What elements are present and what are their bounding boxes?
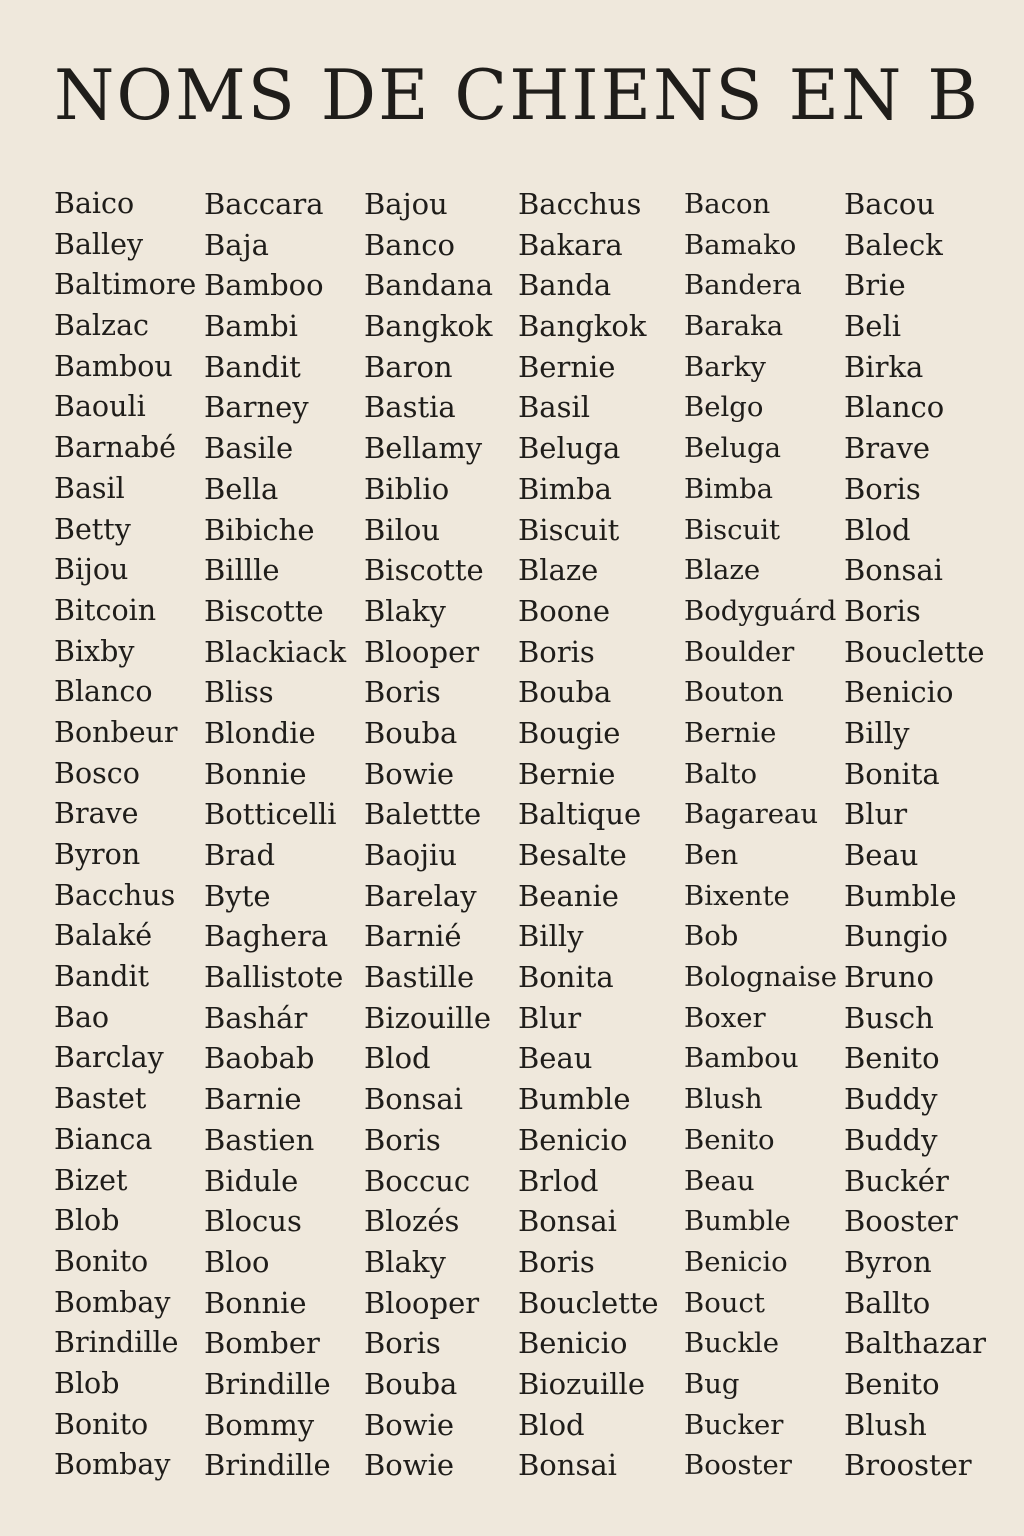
dog-name: Buckle: [684, 1327, 780, 1360]
dog-name: Bonita: [518, 960, 614, 995]
dog-name: Blaze: [684, 554, 761, 587]
dog-name: Bonito: [54, 1244, 149, 1278]
dog-name: Brave: [54, 797, 139, 831]
dog-name: Bloo: [204, 1244, 270, 1279]
dog-name: Baojiu: [364, 838, 458, 872]
dog-name: Besalte: [518, 838, 627, 872]
dog-name: Benicio: [518, 1122, 628, 1157]
dog-name: Birka: [844, 349, 924, 384]
dog-name: Biscuit: [518, 512, 620, 547]
dog-name: Bibiche: [204, 512, 315, 547]
dog-name: Barnie: [204, 1082, 302, 1117]
dog-name: Bacchus: [518, 187, 642, 221]
dog-name: Bijou: [54, 553, 129, 587]
dog-name: Boone: [518, 593, 611, 628]
dog-name: Bangkok: [518, 309, 647, 344]
dog-name: Bernie: [684, 716, 777, 749]
dog-name: Blaze: [518, 553, 599, 588]
dog-name: Benito: [844, 1366, 940, 1401]
dog-name: Basile: [204, 431, 294, 466]
dog-name: Bimba: [684, 472, 774, 505]
dog-name: Bouba: [364, 1366, 458, 1401]
dog-name: Barclay: [54, 1041, 164, 1075]
dog-name: Bizet: [54, 1163, 128, 1197]
dog-name: Betty: [54, 512, 131, 546]
dog-name: Brlod: [518, 1163, 599, 1198]
dog-name: Beau: [844, 838, 919, 872]
dog-name: Blod: [364, 1041, 431, 1076]
dog-name: Bandit: [54, 960, 150, 994]
name-column-2: [204, 184, 346, 1486]
dog-name: Bonnie: [204, 1285, 307, 1320]
dog-name: Barelay: [364, 878, 477, 913]
dog-name: Baleck: [844, 227, 943, 262]
dog-name: Balthazar: [844, 1326, 986, 1361]
dog-name: Bonsai: [844, 553, 943, 588]
dog-name: Blanco: [54, 675, 153, 709]
dog-name: Blur: [518, 1000, 582, 1035]
dog-name: Bombay: [54, 1285, 171, 1319]
dog-name: Benicio: [518, 1326, 628, 1361]
dog-name: Baltimore: [54, 268, 197, 302]
dog-name: Basil: [54, 471, 125, 505]
dog-name: Botticelli: [204, 797, 337, 832]
dog-name: Bumble: [684, 1205, 791, 1238]
dog-name: Biozuille: [518, 1366, 645, 1401]
dog-name: Biscuit: [684, 513, 781, 546]
dog-name: Boulder: [684, 635, 795, 668]
dog-name: Blod: [518, 1407, 585, 1442]
dog-name: Blocus: [204, 1204, 302, 1239]
dog-name: Byron: [54, 838, 141, 871]
dog-name: Bella: [204, 471, 279, 506]
dog-name: Bonito: [54, 1407, 149, 1441]
dog-name: Bonita: [844, 756, 940, 791]
dog-name: Bakara: [518, 227, 623, 262]
dog-name: Bernie: [518, 756, 616, 791]
name-column-4: [518, 184, 659, 1486]
dog-name: Blaky: [364, 1244, 446, 1279]
dog-name: Bouclette: [518, 1285, 659, 1320]
dog-name: Banda: [518, 268, 612, 303]
dog-name: Bambou: [684, 1042, 799, 1075]
dog-name: Bonsai: [518, 1448, 617, 1483]
dog-name: Beluga: [684, 432, 781, 465]
dog-name: Bimba: [518, 471, 612, 506]
dog-name: Bombay: [54, 1448, 171, 1482]
dog-name: Buddy: [844, 1122, 938, 1157]
dog-name: Bandit: [204, 349, 301, 384]
dog-name: Bambi: [204, 309, 298, 344]
dog-name: Bajou: [364, 187, 448, 221]
dog-name: Brie: [844, 268, 906, 303]
dog-name: Bidule: [204, 1163, 299, 1198]
dog-name: Beanie: [518, 878, 619, 913]
dog-name: Bacchus: [54, 878, 176, 912]
dog-name: Buckér: [844, 1163, 949, 1198]
dog-name: Billy: [518, 919, 584, 954]
dog-name: Bonsai: [518, 1204, 617, 1239]
dog-name: Bitcoin: [54, 593, 157, 627]
dog-name: Beli: [844, 309, 902, 344]
dog-name: Bagareau: [684, 798, 819, 831]
dog-name: Bomber: [204, 1326, 320, 1361]
dog-name: Bilou: [364, 512, 440, 547]
dog-name: Baccara: [204, 187, 324, 221]
dog-name: Biscotte: [364, 553, 484, 588]
dog-name: Boxer: [684, 1001, 766, 1034]
dog-name: Brooster: [844, 1448, 972, 1483]
dog-name: Barney: [204, 390, 309, 425]
dog-name: Ben: [684, 839, 739, 871]
dog-name: Brad: [204, 838, 276, 872]
dog-name: Ballistote: [204, 960, 344, 995]
name-column-5: [684, 184, 837, 1486]
dog-name: Bandera: [684, 269, 802, 302]
dog-name: Balley: [54, 227, 144, 261]
dog-name: Basil: [518, 390, 591, 425]
dog-name: Bastille: [364, 960, 475, 995]
dog-name: Bug: [684, 1367, 740, 1400]
dog-name: Bixente: [684, 879, 790, 912]
dog-name: Belgo: [684, 391, 764, 424]
dog-name: Bianca: [54, 1122, 153, 1156]
dog-name: Blob: [54, 1204, 120, 1238]
dog-name: Biblio: [364, 471, 450, 506]
dog-name: Bambou: [54, 349, 173, 383]
dog-name: Bandana: [364, 268, 494, 303]
dog-name: Bouct: [684, 1286, 765, 1319]
dog-name: Bosco: [54, 756, 140, 790]
dog-name: Bowie: [364, 756, 455, 791]
dog-name: Billy: [844, 715, 910, 750]
dog-name: Baobab: [204, 1041, 315, 1076]
dog-name: Bastia: [364, 390, 456, 425]
dog-name: Barnié: [364, 919, 462, 954]
dog-name: Bacou: [844, 187, 935, 221]
dog-name: Boris: [364, 1326, 441, 1361]
dog-name: Bolognaise: [684, 961, 838, 994]
dog-name: Busch: [844, 1000, 934, 1035]
dog-name: Byte: [204, 878, 271, 913]
dog-name: Boris: [518, 1244, 595, 1279]
dog-name: Biscotte: [204, 593, 324, 628]
dog-name: Baraka: [684, 310, 784, 343]
dog-name: Bernie: [518, 349, 616, 384]
dog-name: Bangkok: [364, 309, 493, 344]
dog-name: Benito: [844, 1041, 940, 1076]
dog-name: Blob: [54, 1366, 120, 1400]
dog-name: Booster: [684, 1449, 792, 1482]
dog-name: Bob: [684, 920, 739, 953]
dog-name: Ballto: [844, 1285, 931, 1320]
dog-name: Bellamy: [364, 431, 483, 466]
dog-name: Bao: [54, 1000, 110, 1034]
dog-name: Bucker: [684, 1408, 784, 1441]
dog-name: Bougie: [518, 715, 621, 750]
dog-name: Boris: [518, 634, 595, 669]
dog-name: Beau: [684, 1164, 755, 1197]
dog-name: Bizouille: [364, 1000, 491, 1035]
dog-name: Bowie: [364, 1407, 455, 1442]
dog-name: Billle: [204, 553, 280, 588]
dog-name: Blanco: [844, 390, 945, 425]
dog-name: Bruno: [844, 960, 934, 995]
dog-name: Bliss: [204, 675, 274, 710]
dog-name: Bacon: [684, 188, 771, 220]
dog-name: Blackiack: [204, 634, 347, 669]
dog-name: Bungio: [844, 919, 948, 954]
dog-name: Bumble: [844, 878, 957, 913]
dog-name: Brindille: [204, 1448, 331, 1483]
dog-name: Brave: [844, 431, 931, 466]
dog-name: Baouli: [54, 390, 146, 424]
dog-name: Baron: [364, 349, 453, 384]
dog-name: Blod: [844, 512, 911, 547]
dog-name: Boris: [364, 1122, 441, 1157]
dog-name: Balto: [684, 757, 758, 790]
dog-name: Beau: [518, 1041, 593, 1076]
dog-name: Booster: [844, 1204, 958, 1239]
dog-name: Benicio: [684, 1245, 788, 1278]
dog-name: Boris: [364, 675, 441, 710]
dog-name: Bouba: [364, 715, 458, 750]
dog-name: Baico: [54, 187, 135, 220]
dog-name: Barky: [684, 350, 766, 383]
dog-name: Baltique: [518, 797, 642, 832]
dog-name: Blondie: [204, 715, 316, 750]
dog-name: Banco: [364, 227, 455, 262]
dog-name: Boris: [844, 593, 921, 628]
dog-name: Boris: [844, 471, 921, 506]
dog-name: Bamako: [684, 228, 797, 261]
dog-name: Bouba: [518, 675, 612, 710]
dog-name: Blooper: [364, 1285, 480, 1320]
dog-name: Brindille: [204, 1366, 331, 1401]
dog-name: Balaké: [54, 919, 153, 953]
dog-name: Bommy: [204, 1407, 315, 1442]
dog-name: Bodyguárd: [684, 594, 837, 627]
dog-name: Bumble: [518, 1082, 631, 1117]
dog-name: Baja: [204, 227, 269, 262]
dog-name: Buddy: [844, 1082, 938, 1117]
dog-name: Bonsai: [364, 1082, 463, 1117]
name-column-1: [54, 184, 196, 1486]
dog-name: Bixby: [54, 634, 135, 668]
dog-name: Bastet: [54, 1082, 147, 1116]
dog-name: Bamboo: [204, 268, 324, 303]
dog-name: Brindille: [54, 1326, 179, 1360]
dog-name: Blush: [844, 1407, 927, 1442]
dog-name: Bowie: [364, 1448, 455, 1483]
dog-name: Benito: [684, 1123, 775, 1156]
dog-name: Barnabé: [54, 431, 177, 465]
dog-name: Baghera: [204, 919, 329, 954]
dog-name: Bouclette: [844, 634, 985, 669]
dog-name: Byron: [844, 1244, 932, 1279]
dog-name: Bonbeur: [54, 715, 178, 749]
dog-name: Blooper: [364, 634, 480, 669]
dog-name: Blur: [844, 797, 908, 832]
name-column-6: [844, 184, 986, 1486]
dog-name: Benicio: [844, 675, 954, 710]
dog-name: Beluga: [518, 431, 621, 466]
dog-name: Boccuc: [364, 1163, 471, 1198]
dog-name: Balettte: [364, 797, 482, 832]
dog-name: Blozés: [364, 1204, 460, 1239]
dog-name: Bouton: [684, 676, 784, 709]
dog-name: Bashár: [204, 1000, 308, 1035]
dog-name: Bastien: [204, 1122, 315, 1157]
name-column-3: [364, 184, 493, 1486]
dog-name: Bonnie: [204, 756, 307, 791]
dog-name: Balzac: [54, 309, 150, 343]
page-title: NOMS DE CHIENS EN B: [54, 56, 980, 136]
name-columns: [0, 184, 1024, 1494]
dog-name: Blaky: [364, 593, 446, 628]
dog-name: Blush: [684, 1083, 763, 1116]
